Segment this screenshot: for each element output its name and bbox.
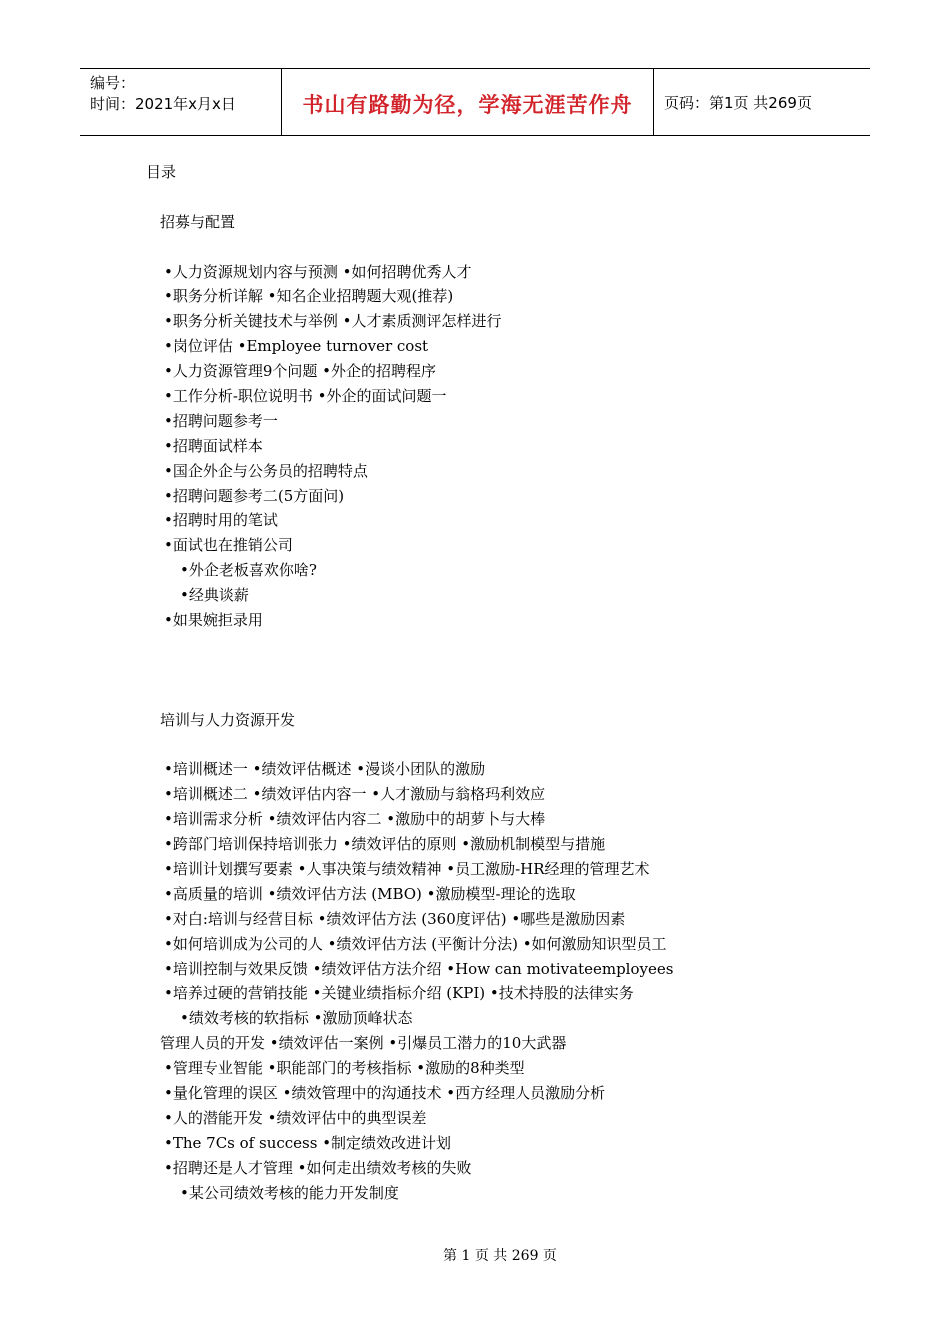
list-item: •人力资源管理9个问题 •外企的招聘程序 [164, 362, 437, 381]
list-item: •岗位评估 •Employee turnover cost [164, 337, 429, 356]
section-title-recruitment: 招募与配置 [160, 212, 236, 231]
list-item: •如何培训成为公司的人 •绩效评估方法 (平衡计分法) •如何激励知识型员工 [164, 934, 667, 953]
list-item: •招聘时用的笔试 [164, 511, 278, 530]
list-item: •培训概述一 •绩效评估概述 •漫谈小团队的激励 [164, 760, 486, 779]
list-item: •如果婉拒录用 [164, 611, 263, 630]
list-item: •高质量的培训 •绩效评估方法 (MBO) •激励模型-理论的选取 [164, 884, 576, 903]
list-item: •招聘问题参考二(5方面问) [164, 486, 345, 505]
list-item: •职务分析详解 •知名企业招聘题大观(推荐) [164, 287, 454, 306]
list-item: •培训计划撰写要素 •人事决策与绩效精神 •员工激励-HR经理的管理艺术 [164, 859, 650, 878]
date-label: 时间：2021年x月x日 [90, 95, 236, 113]
page-footer: 第 1 页 共 269 页 [443, 1248, 557, 1264]
list-item: •人的潜能开发 •绩效评估中的典型误差 [164, 1108, 427, 1127]
header-meta [80, 69, 282, 135]
list-subitem: •外企老板喜欢你啥? [180, 561, 317, 580]
list-item: •人力资源规划内容与预测 •如何招聘优秀人才 [164, 262, 472, 281]
list-item: •招聘面试样本 [164, 436, 263, 455]
header-page-info [654, 69, 870, 135]
list-item: •面试也在推销公司 [164, 536, 293, 555]
list-item: •跨部门培训保持培训张力 •绩效评估的原则 •激励机制模型与措施 [164, 835, 606, 854]
page-header [80, 68, 870, 136]
list-item: •招聘问题参考一 [164, 411, 278, 430]
list-item-plain: 管理人员的开发 •绩效评估一案例 •引爆员工潜力的10大武器 [160, 1034, 567, 1053]
list-subitem: •某公司绩效考核的能力开发制度 [180, 1183, 399, 1202]
list-item: •The 7Cs of success •制定绩效改进计划 [164, 1133, 452, 1152]
list-item: •培训概述二 •绩效评估内容一 •人才激励与翁格玛利效应 [164, 785, 546, 804]
list-item: •对白:培训与经营目标 •绩效评估方法 (360度评估) •哪些是激励因素 [164, 909, 626, 928]
section-title-training: 培训与人力资源开发 [160, 710, 296, 729]
toc-title: 目录 [146, 163, 177, 181]
number-label: 编号： [90, 74, 136, 92]
list-item: •量化管理的误区 •绩效管理中的沟通技术 •西方经理人员激励分析 [164, 1083, 606, 1102]
header-motto-cell [282, 69, 654, 135]
list-item: •培养过硬的营销技能 •关键业绩指标介绍 (KPI) •技术持股的法律实务 [164, 984, 634, 1003]
list-subitem: •经典谈薪 [180, 586, 249, 605]
motto: 书山有路勤为径，学海无涯苦作舟 [302, 92, 633, 117]
list-item: •培训需求分析 •绩效评估内容二 •激励中的胡萝卜与大棒 [164, 810, 546, 829]
list-item: •职务分析关键技术与举例 •人才素质测评怎样进行 [164, 312, 502, 331]
list-item: •培训控制与效果反馈 •绩效评估方法介绍 •How can motivateemployees [164, 959, 674, 978]
list-item: •工作分析-职位说明书 •外企的面试问题一 [164, 387, 447, 406]
list-item: •国企外企与公务员的招聘特点 [164, 461, 368, 480]
page-info: 页码：第1页 共269页 [664, 93, 812, 112]
list-item: •招聘还是人才管理 •如何走出绩效考核的失败 [164, 1158, 472, 1177]
toc [146, 160, 846, 1205]
list-subitem: •绩效考核的软指标 •激励顶峰状态 [180, 1009, 413, 1028]
list-item: •管理专业智能 •职能部门的考核指标 •激励的8种类型 [164, 1059, 525, 1078]
